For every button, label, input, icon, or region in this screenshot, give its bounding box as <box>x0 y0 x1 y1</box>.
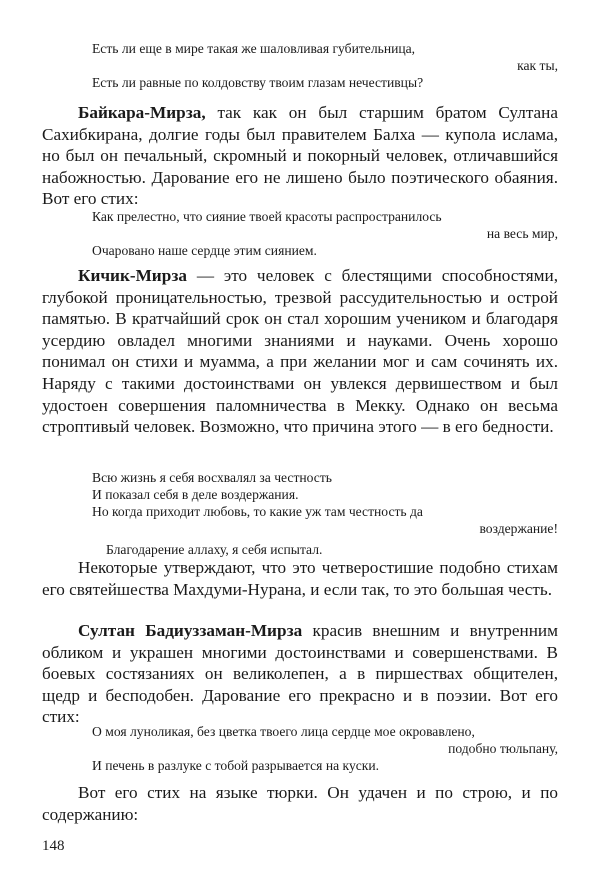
verse-4-line-1-continuation: подобно тюльпану, <box>448 741 558 756</box>
verse-4 <box>92 723 558 774</box>
verse-2 <box>92 208 558 259</box>
verse-2-line-1-continuation: на весь мир, <box>486 226 558 241</box>
paragraph-kichik-mirza <box>42 265 558 438</box>
verse-1-line-1: Есть ли еще в мире такая же шаловливая губительница, <box>92 41 416 56</box>
name-kichik-mirza: Кичик-Мирза <box>78 266 187 285</box>
verse-1-line-2: Есть ли равные по колдовству твоим глазам нечестивцы? <box>92 75 424 90</box>
verse-3-line-1: Всю жизнь я себя восхвалял за честность <box>92 470 332 485</box>
paragraph-badiuzzaman-mirza <box>42 620 558 728</box>
name-badiuzzaman-mirza: Султан Бадиуззаман-Мирза <box>78 621 303 640</box>
page-number: 148 <box>42 838 65 854</box>
paragraph-1-text: так как он был старшим братом Султана Сахибкирана, долгие годы был правителем Балха — купола ислама, но был он печальный, скромный и покорный человек, отличавшийся набожностью. Дарование его не лишено было поэтического обаяния. Вот его стих: <box>42 103 558 209</box>
paragraph-2-text: — это человек с блестящими способностями, глубокой проницательностью, трезвой рассудительностью и острой памятью. В кратчайший срок он стал хорошим учеником и благодаря усердию овладел многими знаниями и науками. Очень хорошо понимал он стихи и муамма, а при желании мог и сам сочинять их. Наряду с такими достоинствами он увлекся дервишеством и был удостоен совершения паломничества в Мекку. Однако он весьма строптивый человек. Возможно, что причина этого — в его бедности. <box>42 266 558 437</box>
verse-4-line-2: И печень в разлуке с тобой разрывается на куски. <box>92 758 380 773</box>
verse-3-line-4: Благодарение аллаху, я себя испытал. <box>106 542 323 557</box>
verse-4-line-1: О моя луноликая, без цветка твоего лица сердце мое окровавлено, <box>92 724 475 739</box>
verse-3-line-2: И показал себя в деле воздержания. <box>92 487 299 502</box>
paragraph-4-text: красив внешним и внутренним обликом и украшен многими достоинствами и совершенствами. В боевых состязаниях он великолепен, а в пиршествах общителен, щедр и бесподобен. Дарование его прекрасно и в поэзии. Вот его стих: <box>42 621 558 727</box>
verse-1 <box>92 40 558 91</box>
verse-3-line-3-continuation: воздержание! <box>479 521 558 536</box>
paragraph-turkic-verse-intro <box>42 782 558 825</box>
verse-2-line-2: Очаровано наше сердце этим сиянием. <box>92 243 317 258</box>
paragraph-5-text: Вот его стих на языке тюрки. Он удачен и по строю, и по содержанию: <box>42 783 558 824</box>
verse-3-line-3: Но когда приходит любовь, то какие уж там честность да <box>92 504 423 519</box>
verse-2-line-1: Как прелестно, что сияние твоей красоты распространилось <box>92 209 442 224</box>
paragraph-makhdumi-nuran <box>42 557 558 600</box>
paragraph-baykara-mirza <box>42 102 558 210</box>
name-baykara-mirza: Байкара-Мирза, <box>78 103 206 122</box>
paragraph-3-text: Некоторые утверждают, что это четверостишие подобно стихам его святейшества Махдуми-Нурана, и если так, то это большая честь. <box>42 558 558 599</box>
verse-3 <box>92 469 558 558</box>
verse-1-line-1-continuation: как ты, <box>517 58 558 73</box>
